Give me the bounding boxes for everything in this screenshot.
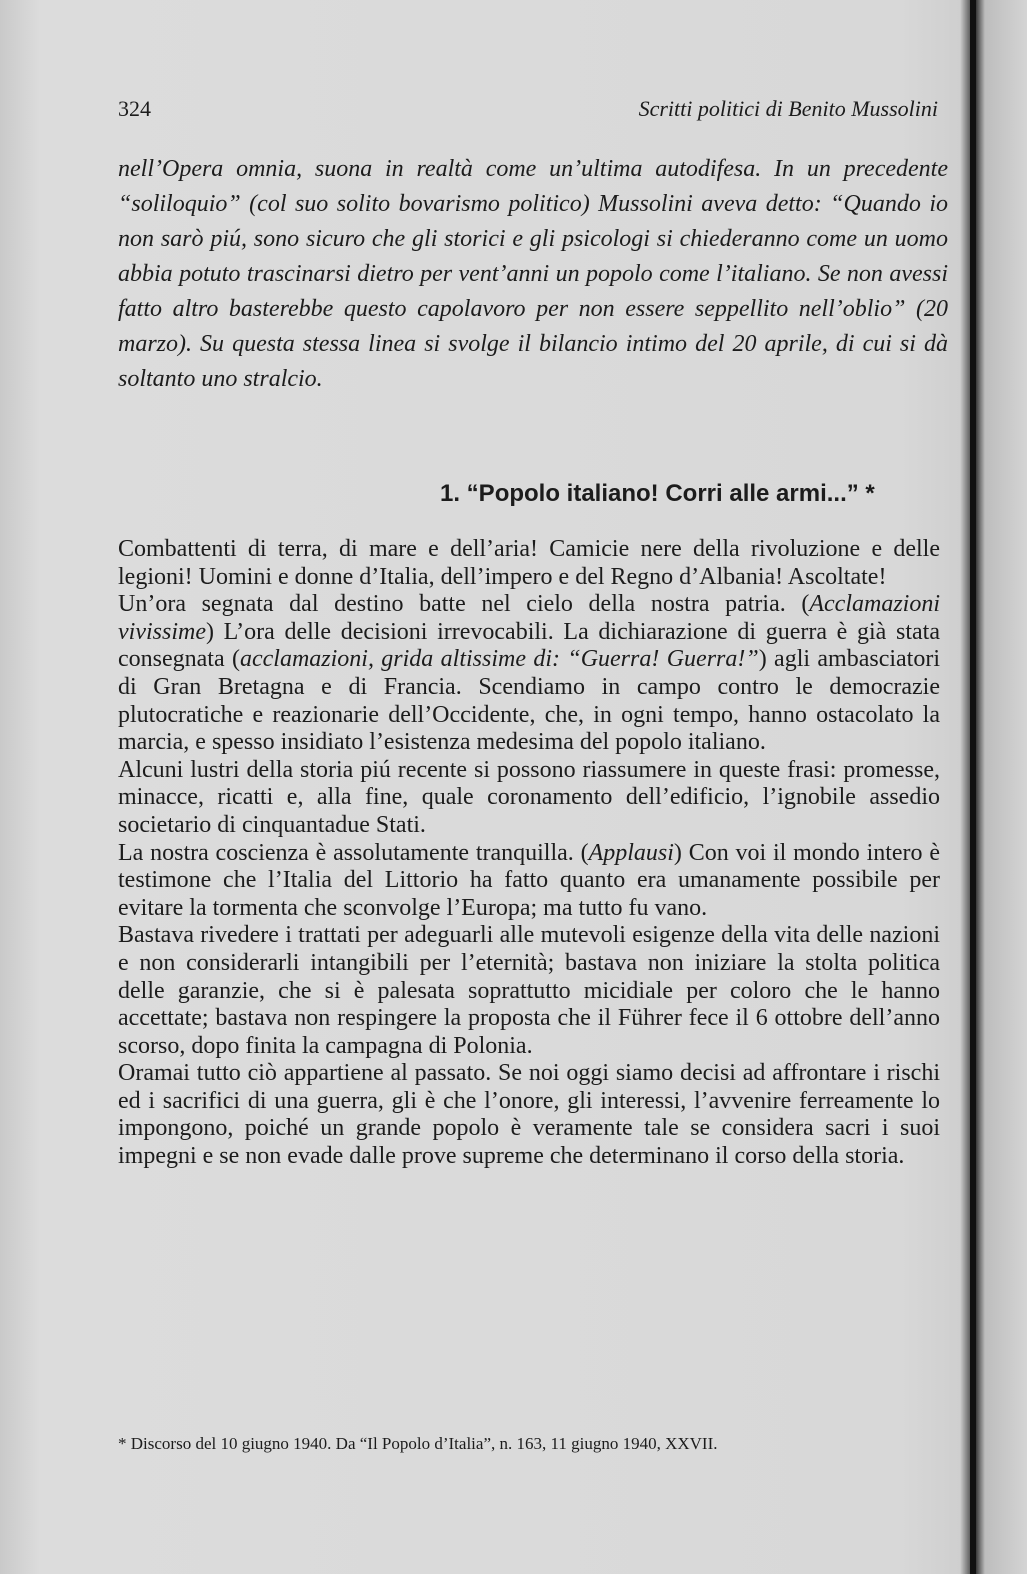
paragraph-4-stage-direction: Applausi xyxy=(588,839,674,866)
footnote: * Discorso del 10 giugno 1940. Da “Il Popolo d’Italia”, n. 163, 11 giugno 1940, XXVII. xyxy=(118,1434,718,1453)
book-spine-shadow xyxy=(970,0,976,1574)
paragraph-5: Bastava rivedere i trattati per adeguarli alle mutevoli esigenze della vita delle nazioni e non considerarli intangibili per l’eternità; bastava non iniziare la stolta politica delle garanzie, che si è palesata soprattutto micidiale per coloro che le hanno accettate; bastava non respingere la proposta che il Führer fece il 6 ottobre dell’anno scorso, dopo finita la campagna di Polonia. xyxy=(118,922,940,1059)
section-title: 1. “Popolo italiano! Corri alle armi...” * xyxy=(440,480,875,507)
paragraph-4-text-a: La nostra coscienza è assolutamente tranquilla. ( xyxy=(118,839,589,866)
paragraph-2 xyxy=(118,591,940,757)
paragraph-1: Combattenti di terra, di mare e dell’aria! Camicie nere della rivoluzione e delle legioni! Uomini e donne d’Italia, dell’impero e del Regno d’Albania! Ascoltate! xyxy=(118,536,940,590)
paragraph-2-stage-direction-2: acclamazioni, grida altissime di: “Guerra! Guerra!” xyxy=(239,646,759,673)
paragraph-2-text-a: Un’ora segnata dal destino batte nel cielo della nostra patria. ( xyxy=(118,591,810,618)
paragraph-3: Alcuni lustri della storia piú recente si possono riassumere in queste frasi: promesse, minacce, ricatti e, alla fine, quale coronamento dell’edificio, l’ignobile assedio societario di cinquantadue Stati. xyxy=(118,756,940,838)
paragraph-2-text-c: ) L’ora delle decisioni irrevocabili. La dichiarazione di guerra è già stata consegnata ( xyxy=(118,618,940,673)
speech-body xyxy=(118,536,940,1171)
paragraph-6: Oramai tutto ciò appartiene al passato. Se noi oggi siamo decisi ad affrontare i rischi ed i sacrifici di una guerra, gli è che l’onore, gli interessi, l’avvenire ferreamente lo impongono, poiché un grande popolo è veramente tale se considera sacri i suoi impegni e se non evade dalle prove supreme che determinano il corso della storia. xyxy=(118,1060,940,1170)
running-header xyxy=(118,96,938,126)
running-title: Scritti politici di Benito Mussolini xyxy=(638,96,938,121)
paragraph-2-text-e: ) agli ambasciatori di Gran Bretagna e di Francia. Scendiamo in campo contro le democrazie plutocratiche e reazionarie dell’Occidente, che, in ogni tempo, hanno ostacolato la marcia, e spesso insidiato l’esistenza medesima del popolo italiano. xyxy=(118,646,941,756)
page-number: 324 xyxy=(118,96,151,121)
paragraph-4-text-c: ) Con voi il mondo intero è testimone che l’Italia del Littorio ha fatto quanto era umanamente possibile per evitare la tormenta che sconvolge l’Europa; ma tutto fu vano. xyxy=(118,839,940,921)
paragraph-4 xyxy=(118,840,940,923)
paragraph-2-stage-direction-1: Acclamazioni vivissime xyxy=(118,591,940,645)
intro-paragraph: nell’Opera omnia, suona in realtà come un’ultima autodifesa. In un precedente “soliloquio” (col suo solito bovarismo politico) Mussolini aveva detto: “Quando io non sarò piú, sono sicuro che gli storici e gli psicologi si chiederanno come un uomo abbia potuto trascinarsi dietro per vent’anni un popolo come l’italiano. Se non avessi fatto altro basterebbe questo capolavoro per non essere seppellito nell’oblio” (20 marzo). Su questa stessa linea si svolge il bilancio intimo del 20 aprile, di cui si dà soltanto uno stralcio. xyxy=(118,156,948,392)
